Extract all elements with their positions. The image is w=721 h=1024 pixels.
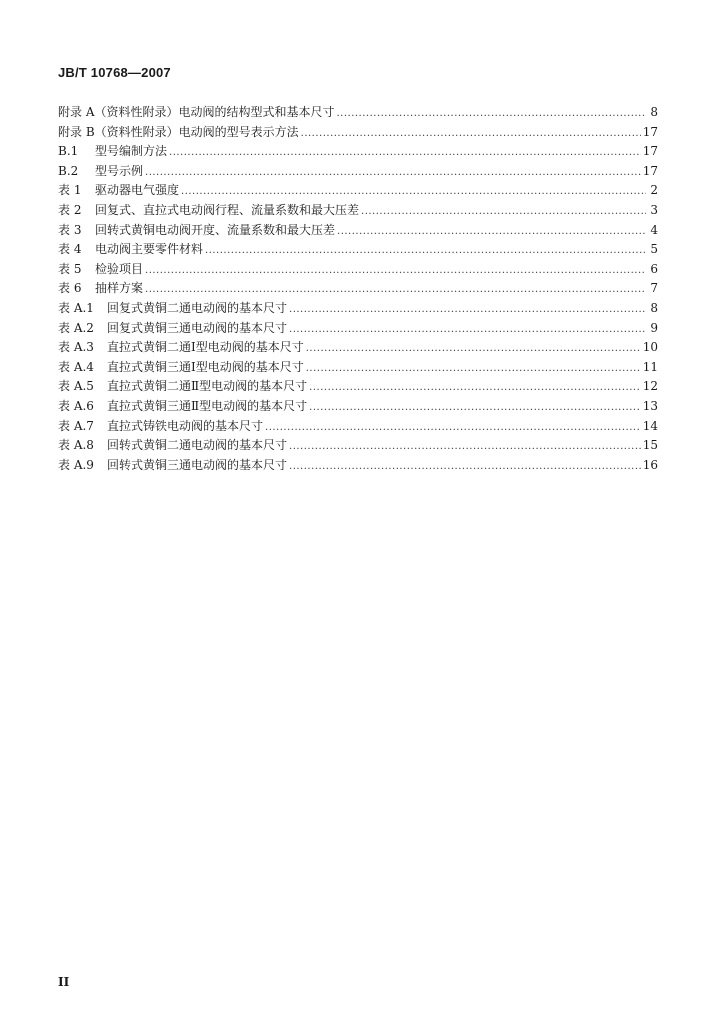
toc-dot-leader — [145, 280, 646, 300]
toc-entry-page: 8 — [650, 105, 658, 119]
toc-entry-page: 4 — [650, 222, 658, 237]
table-of-contents — [58, 103, 658, 475]
toc-entry-title: 直拉式黄铜二通Ⅰ型电动阀的基本尺寸 — [107, 340, 304, 355]
toc-entry-number: 表 A.8 — [58, 438, 94, 453]
toc-dot-leader — [309, 378, 641, 398]
toc-entry-title: 回转式黄铜三通电动阀的基本尺寸 — [107, 457, 288, 472]
toc-entry-page: 16 — [642, 457, 658, 472]
toc-dot-leader — [301, 124, 641, 144]
toc-entry-number: 表 A.6 — [58, 398, 94, 413]
toc-entry-number: 表 2 — [58, 202, 82, 217]
toc-entry-title: 型号编制方法 — [95, 144, 168, 159]
toc-entry-page: 3 — [650, 202, 658, 217]
toc-entry-number: 表 A.1 — [58, 300, 94, 315]
document-number-header: JB/T 10768—2007 — [58, 65, 171, 80]
toc-entry-table-a6[interactable] — [58, 397, 658, 417]
toc-entry-appendix-a[interactable] — [58, 103, 658, 123]
toc-entry-table-3[interactable] — [58, 221, 658, 241]
toc-entry-table-1[interactable] — [58, 181, 658, 201]
toc-dot-leader — [309, 398, 641, 418]
toc-entry-number: B.1 — [58, 144, 79, 159]
toc-dot-leader — [289, 457, 641, 477]
toc-entry-title: 直拉式黄铜三通Ⅱ型电动阀的基本尺寸 — [107, 398, 308, 413]
toc-entry-title: 抽样方案 — [95, 281, 144, 296]
toc-entry-b2[interactable] — [58, 162, 658, 182]
toc-entry-title: 驱动器电气强度 — [95, 183, 180, 198]
toc-dot-leader — [289, 300, 646, 320]
toc-entry-title: 回复式黄铜三通电动阀的基本尺寸 — [107, 320, 288, 335]
toc-dot-leader — [306, 359, 641, 379]
toc-entry-title: 直拉式铸铁电动阀的基本尺寸 — [107, 418, 264, 433]
toc-entry-number: 表 A.7 — [58, 418, 94, 433]
toc-entry-table-a7[interactable] — [58, 417, 658, 437]
toc-entry-title: 附录 A（资料性附录）电动阀的结构型式和基本尺寸 — [58, 105, 335, 119]
toc-entry-number: 表 3 — [58, 222, 82, 237]
toc-entry-page: 12 — [642, 379, 658, 394]
toc-dot-leader — [306, 339, 641, 359]
toc-dot-leader — [336, 104, 646, 124]
toc-dot-leader — [205, 241, 646, 261]
toc-dot-leader — [337, 222, 646, 242]
toc-entry-page: 17 — [642, 124, 658, 139]
toc-entry-table-5[interactable] — [58, 260, 658, 280]
toc-entry-title: 附录 B（资料性附录）电动阀的型号表示方法 — [58, 124, 299, 139]
toc-entry-page: 17 — [642, 163, 658, 178]
toc-entry-page: 5 — [650, 242, 658, 257]
toc-entry-table-a9[interactable] — [58, 456, 658, 476]
toc-entry-table-4[interactable] — [58, 240, 658, 260]
toc-entry-title: 回转式黄铜电动阀开度、流量系数和最大压差 — [95, 222, 336, 237]
toc-entry-table-a8[interactable] — [58, 436, 658, 456]
toc-dot-leader — [145, 163, 641, 183]
toc-entry-table-a4[interactable] — [58, 358, 658, 378]
toc-dot-leader — [289, 437, 641, 457]
toc-entry-page: 13 — [642, 398, 658, 413]
toc-entry-appendix-b[interactable] — [58, 123, 658, 143]
toc-entry-table-a1[interactable] — [58, 299, 658, 319]
toc-dot-leader — [289, 320, 646, 340]
toc-entry-table-6[interactable] — [58, 279, 658, 299]
toc-entry-title: 直拉式黄铜二通Ⅱ型电动阀的基本尺寸 — [107, 379, 308, 394]
toc-entry-title: 回复式、直拉式电动阀行程、流量系数和最大压差 — [95, 202, 360, 217]
toc-entry-title: 型号示例 — [95, 163, 144, 178]
toc-entry-page: 6 — [650, 261, 658, 276]
toc-entry-number: 表 A.3 — [58, 340, 94, 355]
toc-entry-number: 表 6 — [58, 281, 82, 296]
toc-entry-number: 表 4 — [58, 242, 82, 257]
toc-entry-page: 7 — [650, 281, 658, 296]
toc-entry-page: 10 — [642, 340, 658, 355]
toc-entry-number: 表 A.5 — [58, 379, 94, 394]
toc-entry-table-a5[interactable] — [58, 377, 658, 397]
toc-entry-number: 表 A.4 — [58, 359, 94, 374]
toc-entry-page: 11 — [642, 359, 658, 374]
toc-entry-number: 表 A.9 — [58, 457, 94, 472]
toc-entry-table-2[interactable] — [58, 201, 658, 221]
toc-dot-leader — [361, 202, 646, 222]
toc-entry-title: 回复式黄铜二通电动阀的基本尺寸 — [107, 300, 288, 315]
toc-dot-leader — [169, 143, 641, 163]
toc-entry-title: 直拉式黄铜三通Ⅰ型电动阀的基本尺寸 — [107, 359, 304, 374]
toc-entry-number: 表 A.2 — [58, 320, 94, 335]
toc-dot-leader — [181, 182, 646, 202]
toc-entry-title: 检验项目 — [95, 261, 144, 276]
toc-entry-page: 8 — [650, 300, 658, 315]
page-number: II — [58, 975, 70, 989]
toc-entry-number: 表 5 — [58, 261, 82, 276]
toc-entry-number: B.2 — [58, 163, 79, 178]
toc-entry-page: 2 — [650, 183, 658, 198]
toc-entry-table-a3[interactable] — [58, 338, 658, 358]
toc-entry-page: 17 — [642, 144, 658, 159]
toc-dot-leader — [145, 261, 646, 281]
toc-entry-number: 表 1 — [58, 183, 82, 198]
toc-dot-leader — [265, 418, 641, 438]
toc-entry-title: 回转式黄铜二通电动阀的基本尺寸 — [107, 438, 288, 453]
toc-entry-page: 15 — [642, 438, 658, 453]
toc-entry-title: 电动阀主要零件材料 — [95, 242, 204, 257]
toc-entry-page: 14 — [642, 418, 658, 433]
toc-entry-table-a2[interactable] — [58, 319, 658, 339]
toc-entry-page: 9 — [650, 320, 658, 335]
toc-entry-b1[interactable] — [58, 142, 658, 162]
